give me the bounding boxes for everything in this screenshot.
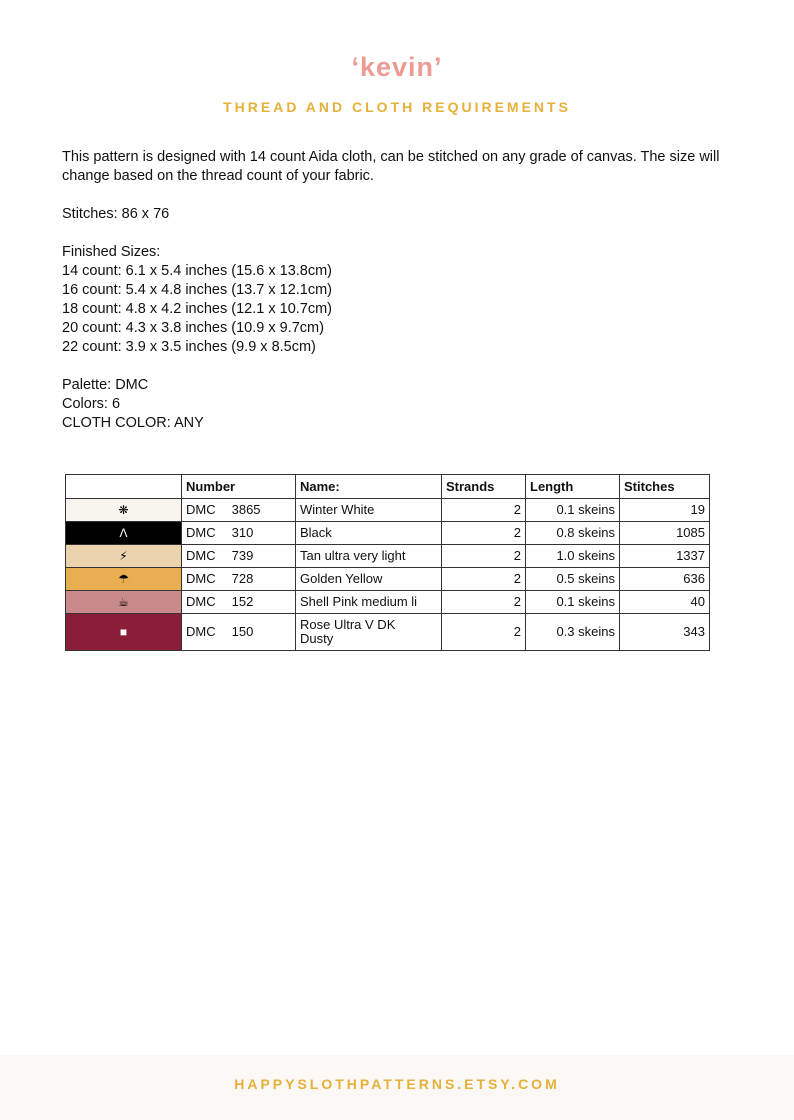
finished-sizes-label: Finished Sizes: [62, 244, 161, 260]
size-line: 14 count: 6.1 x 5.4 inches (15.6 x 13.8cm) [62, 263, 333, 279]
thread-length: 1.0 skeins [526, 545, 620, 568]
thread-number: DMC 150 [182, 614, 296, 651]
thread-number: DMC 152 [182, 591, 296, 614]
table-header-row [66, 475, 710, 499]
thread-name: Black [296, 522, 442, 545]
thread-number: DMC 739 [182, 545, 296, 568]
thread-stitches: 636 [620, 568, 710, 591]
color-swatch [66, 568, 182, 591]
color-swatch [66, 591, 182, 614]
thread-length: 0.3 skeins [526, 614, 620, 651]
thread-stitches: 40 [620, 591, 710, 614]
table-row [66, 545, 710, 568]
header-swatch [66, 475, 182, 499]
thread-length: 0.5 skeins [526, 568, 620, 591]
lightning-icon: ⚡ [119, 549, 128, 563]
size-line: 20 count: 4.3 x 3.8 inches (10.9 x 9.7cm) [62, 320, 324, 336]
size-line: 16 count: 5.4 x 4.8 inches (13.7 x 12.1cm) [62, 282, 333, 298]
cloth-color-text: CLOTH COLOR: ANY [62, 415, 204, 431]
color-swatch [66, 614, 182, 651]
section-subtitle: THREAD AND CLOTH REQUIREMENTS [223, 99, 571, 115]
table-row [66, 568, 710, 591]
thread-length: 0.1 skeins [526, 591, 620, 614]
header-number: Number [182, 475, 296, 499]
caret-icon: Λ [119, 526, 128, 540]
pattern-title: ‘kevin’ [351, 52, 443, 82]
table-row [66, 522, 710, 545]
colors-text: Colors: 6 [62, 396, 121, 412]
thread-length: 0.8 skeins [526, 522, 620, 545]
thread-strands: 2 [442, 545, 526, 568]
header-strands: Strands [442, 475, 526, 499]
thread-length: 0.1 skeins [526, 499, 620, 522]
thread-name: Golden Yellow [296, 568, 442, 591]
snowflake-icon: ❋ [118, 503, 129, 517]
thread-strands: 2 [442, 591, 526, 614]
pattern-info [62, 148, 722, 433]
thread-table [65, 474, 710, 651]
thread-stitches: 1085 [620, 522, 710, 545]
thread-name: Tan ultra very light [296, 545, 442, 568]
table-row [66, 614, 710, 651]
thread-strands: 2 [442, 614, 526, 651]
size-line: 18 count: 4.8 x 4.2 inches (12.1 x 10.7cm) [62, 301, 333, 317]
coffee-cup-icon: ☕ [118, 595, 129, 609]
shop-url[interactable]: HAPPYSLOTHPATTERNS.ETSY.COM [234, 1076, 560, 1092]
umbrella-icon: ☂ [118, 572, 129, 586]
color-swatch [66, 545, 182, 568]
thread-number: DMC 728 [182, 568, 296, 591]
thread-stitches: 19 [620, 499, 710, 522]
thread-strands: 2 [442, 499, 526, 522]
header-stitches: Stitches [620, 475, 710, 499]
thread-stitches: 343 [620, 614, 710, 651]
thread-number: DMC 310 [182, 522, 296, 545]
table-row [66, 591, 710, 614]
header-length: Length [526, 475, 620, 499]
header-name: Name: [296, 475, 442, 499]
thread-strands: 2 [442, 568, 526, 591]
thread-name: Rose Ultra V DK Dusty [296, 614, 442, 651]
palette-text: Palette: DMC [62, 377, 149, 393]
thread-strands: 2 [442, 522, 526, 545]
color-swatch [66, 499, 182, 522]
thread-stitches: 1337 [620, 545, 710, 568]
thread-number: DMC 3865 [182, 499, 296, 522]
color-swatch [66, 522, 182, 545]
thread-name: Shell Pink medium li [296, 591, 442, 614]
description-text: This pattern is designed with 14 count Aida cloth, can be stitched on any grade of canvas. The size will change based on the thread count of your fabric. [62, 149, 720, 184]
square-icon: ■ [119, 625, 128, 639]
thread-name: Winter White [296, 499, 442, 522]
table-row [66, 499, 710, 522]
size-line: 22 count: 3.9 x 3.5 inches (9.9 x 8.5cm) [62, 339, 316, 355]
stitch-count: Stitches: 86 x 76 [62, 206, 170, 222]
